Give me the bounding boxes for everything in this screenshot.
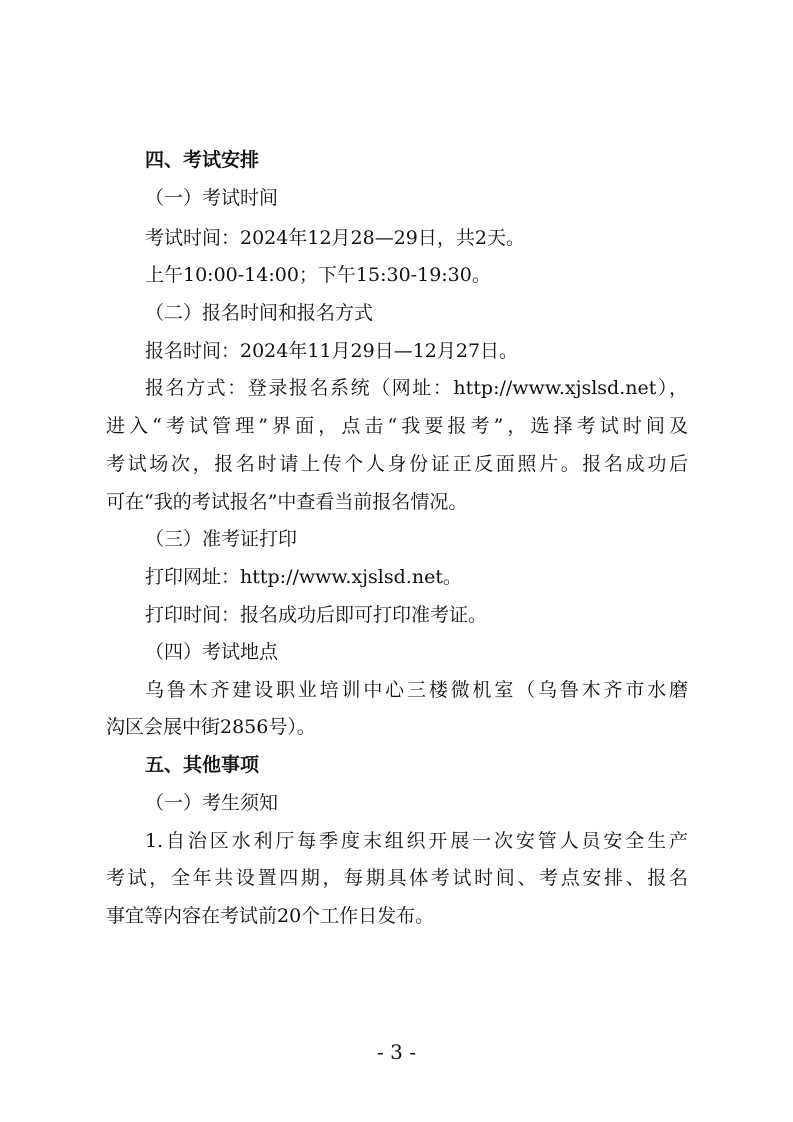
paragraph-print-time: 打印时间：报名成功后即可打印准考证。 [145, 604, 488, 626]
subheading-exam-location: （四）考试地点 [145, 641, 279, 663]
paragraph-exam-dates: 考试时间：2024年12月28—29日，共2天。 [145, 227, 525, 249]
section-heading-other-matters: 五、其他事项 [145, 754, 260, 776]
subheading-admission-ticket: （三）准考证打印 [145, 528, 298, 550]
paragraph-registration-dates: 报名时间：2024年11月29日—12月27日。 [145, 340, 519, 362]
paragraph-notice-line-2: 考试，全年共设置四期，每期具体考试时间、考点安排、报名 [106, 867, 688, 889]
paragraph-exam-hours: 上午10:00-14:00；下午15:30-19:30。 [145, 264, 491, 286]
subheading-registration: （二）报名时间和报名方式 [145, 302, 374, 324]
paragraph-notice-line-3: 事宜等内容在考试前20个工作日发布。 [106, 905, 435, 927]
paragraph-notice-line-1: 1.自治区水利厅每季度末组织开展一次安管人员安全生产 [145, 830, 688, 852]
paragraph-registration-method-line-1: 报名方式：登录报名系统（网址：http://www.xjslsd.net）， [145, 377, 688, 399]
paragraph-location-line-1: 乌鲁木齐建设职业培训中心三楼微机室（乌鲁木齐市水磨 [145, 679, 688, 701]
paragraph-registration-method-line-4: 可在“我的考试报名”中查看当前报名情况。 [106, 491, 468, 513]
page-number: - 3 - [377, 1040, 416, 1064]
subheading-exam-time: （一）考试时间 [145, 187, 279, 209]
subheading-candidate-notice: （一）考生须知 [145, 792, 279, 814]
paragraph-location-line-2: 沟区会展中街2856号）。 [106, 716, 316, 738]
paragraph-registration-method-line-3: 考试场次，报名时请上传个人身份证正反面照片。报名成功后 [106, 453, 688, 475]
paragraph-print-url: 打印网址：http://www.xjslsd.net。 [145, 566, 462, 588]
paragraph-registration-method-line-2: 进入“考试管理”界面，点击“我要报考”，选择考试时间及 [106, 415, 688, 437]
section-heading-exam-arrangement: 四、考试安排 [145, 149, 260, 171]
